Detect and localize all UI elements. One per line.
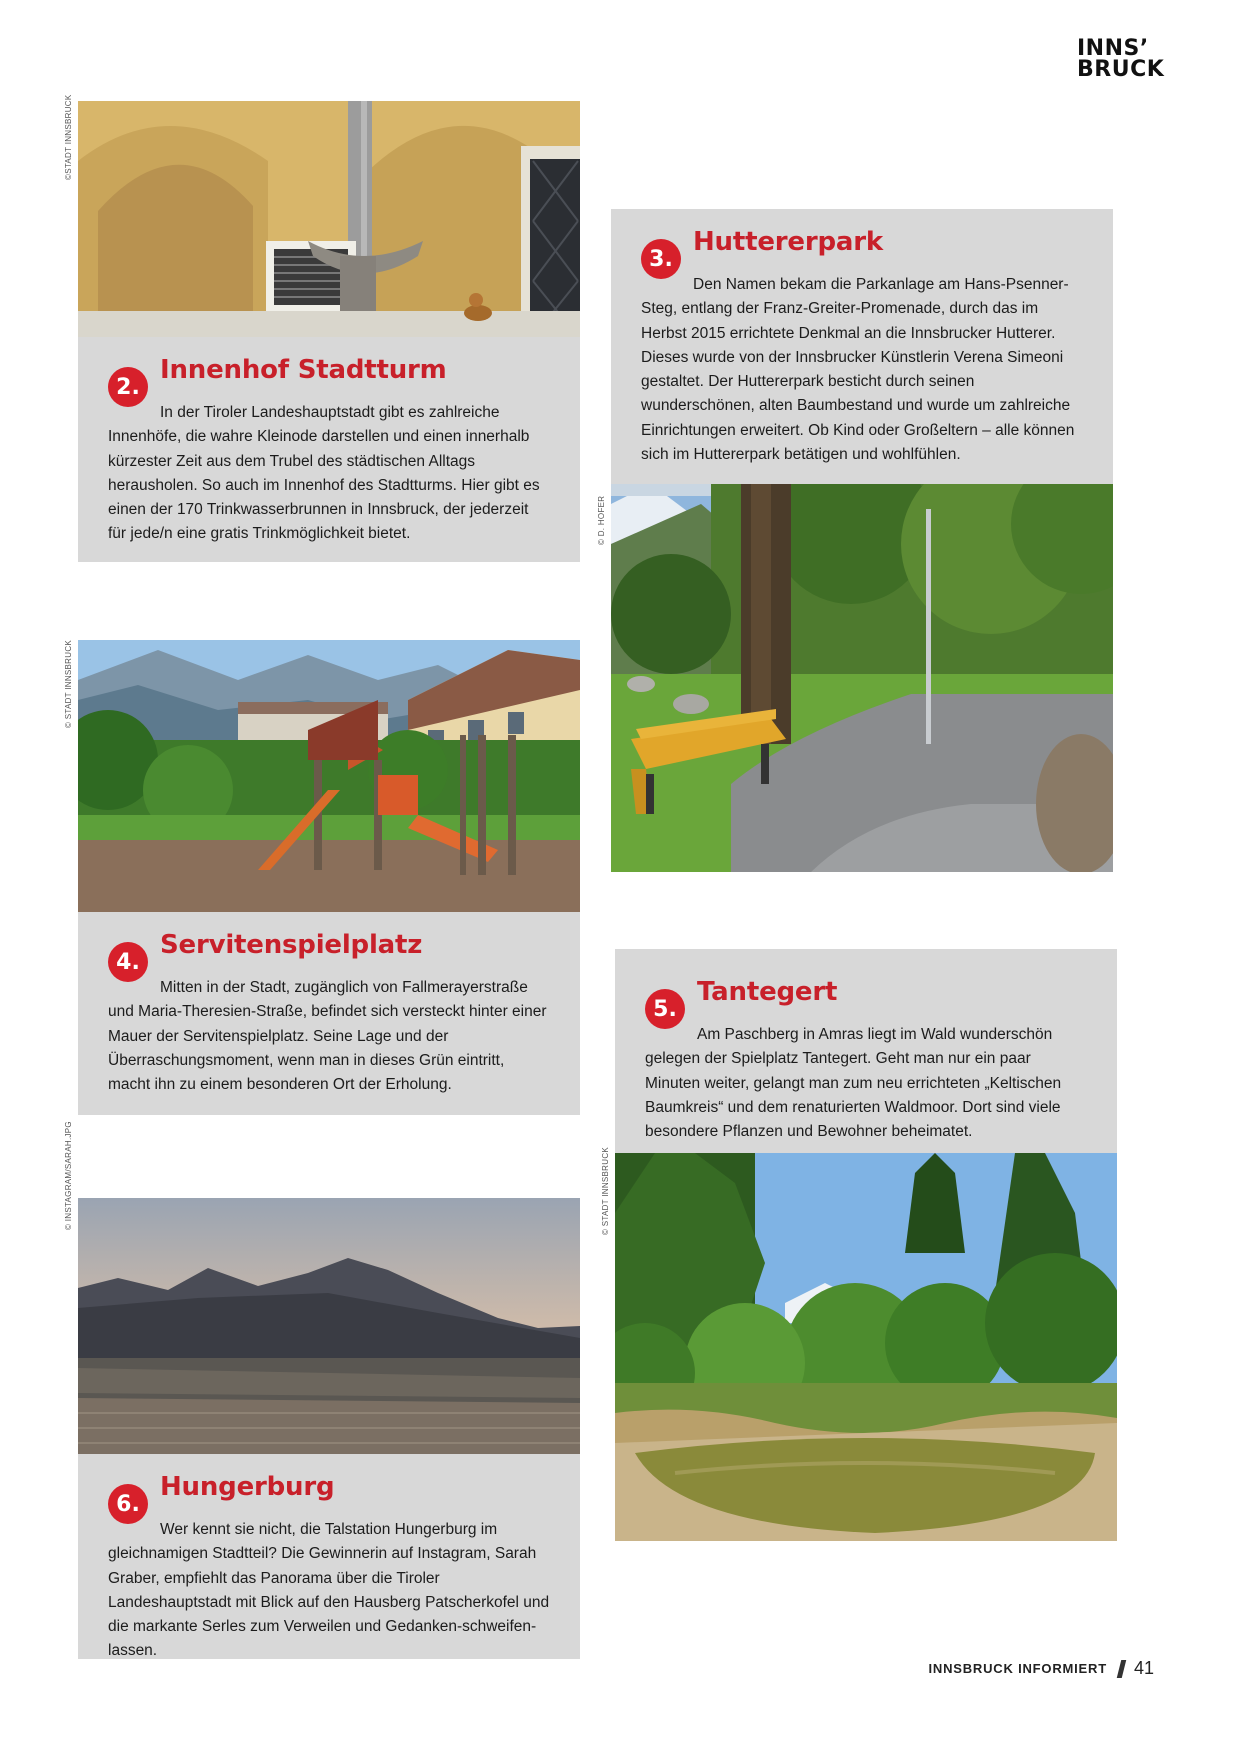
card-hungerburg — [78, 1454, 580, 1659]
page-number: 41 — [1133, 1658, 1154, 1678]
servitenspielplatz-photo — [78, 640, 580, 912]
number-badge: 2. — [108, 367, 148, 407]
courtyard-fountain-photo — [78, 101, 580, 337]
card-text: Wer kennt sie nicht, die Talstation Hungerburg im gleichnamigen Stadtteil? Die Gewinnerin auf Instagram, Sarah Graber, empfiehlt das Panorama über die Tiroler Landeshauptstadt mit Blick auf den Hausberg Patscherkofel und die markante Serles zum Verweilen und Gedanken-schweifen-lassen. — [108, 1521, 550, 1660]
card-title: Huttererpark — [693, 227, 883, 257]
footer-divider — [1117, 1660, 1126, 1678]
tantegert-photo — [615, 1153, 1117, 1541]
card-text: Den Namen bekam die Parkanlage am Hans-Psenner-Steg, entlang der Franz-Greiter-Promenade, durch das im Herbst 2015 errichtete Denkmal an die Innsbrucker Hutterer. Dieses wurde von der Innsbrucker Künstlerin Verena Simeoni gestaltet. Der Huttererpark besticht durch seinen wunderschönen, alten Baumbestand und wurde um zahlreiche Einrichtungen erweitert. Ob Kind oder Großeltern – alle können sich im Huttererpark betätigen und wohlfühlen. — [641, 276, 1075, 464]
card-text: Mitten in der Stadt, zugänglich von Fallmerayerstraße und Maria-Theresien-Straße, befindet sich versteckt hinter einer Mauer der Servitenspielplatz. Seine Lage und der Überraschungsmoment, wenn man in dieses Grün eintritt, macht ihn zu einem besonderen Ort der Erholung. — [108, 979, 547, 1094]
card-tantegert — [615, 949, 1117, 1153]
page-footer — [928, 1658, 1154, 1679]
card-huttererpark — [611, 209, 1113, 484]
number-badge: 4. — [108, 942, 148, 982]
huttererpark-photo — [611, 484, 1113, 872]
number-badge: 3. — [641, 239, 681, 279]
brand-logo — [1077, 38, 1164, 80]
photo-credit: © STADT INNSBRUCK — [601, 1146, 610, 1235]
number-badge: 5. — [645, 989, 685, 1029]
brand-logo-line1: INNS’ — [1077, 36, 1149, 61]
photo-credit: © D. HOFER — [597, 495, 606, 545]
card-innenhof-stadtturm — [78, 337, 580, 562]
card-text: In der Tiroler Landeshauptstadt gibt es zahlreiche Innenhöfe, die wahre Kleinode darstellen und einen innerhalb kürzester Zeit aus dem Trubel des städtischen Alltags herausholen. So auch im Innenhof des Stadtturms. Hier gibt es einen der 170 Trinkwasserbrunnen in Innsbruck, der jederzeit für jede/n eine gratis Trinkmöglichkeit bietet. — [108, 404, 540, 543]
card-title: Innenhof Stadtturm — [160, 355, 447, 385]
photo-credit: ©STADT INNSBRUCK — [64, 94, 73, 180]
card-title: Hungerburg — [160, 1472, 335, 1502]
card-title: Servitenspielplatz — [160, 930, 423, 960]
number-badge: 6. — [108, 1484, 148, 1524]
hungerburg-panorama-photo — [78, 1198, 580, 1454]
card-text: Am Paschberg in Amras liegt im Wald wunderschön gelegen der Spielplatz Tantegert. Geht man nur ein paar Minuten weiter, gelangt man zum neu errichteten „Keltischen Baumkreis“ und dem renaturierten Waldmoor. Dort sind viele besondere Pflanzen und Bewohner beheimatet. — [645, 1026, 1062, 1141]
card-servitenspielplatz — [78, 912, 580, 1115]
brand-logo-line2: BRUCK — [1077, 57, 1165, 82]
card-title: Tantegert — [697, 977, 838, 1007]
photo-credit: © INSTAGRAM/SARAH.JPG — [64, 1121, 73, 1230]
publication-name: INNSBRUCK INFORMIERT — [928, 1661, 1107, 1676]
photo-credit: © STADT INNSBRUCK — [64, 639, 73, 728]
